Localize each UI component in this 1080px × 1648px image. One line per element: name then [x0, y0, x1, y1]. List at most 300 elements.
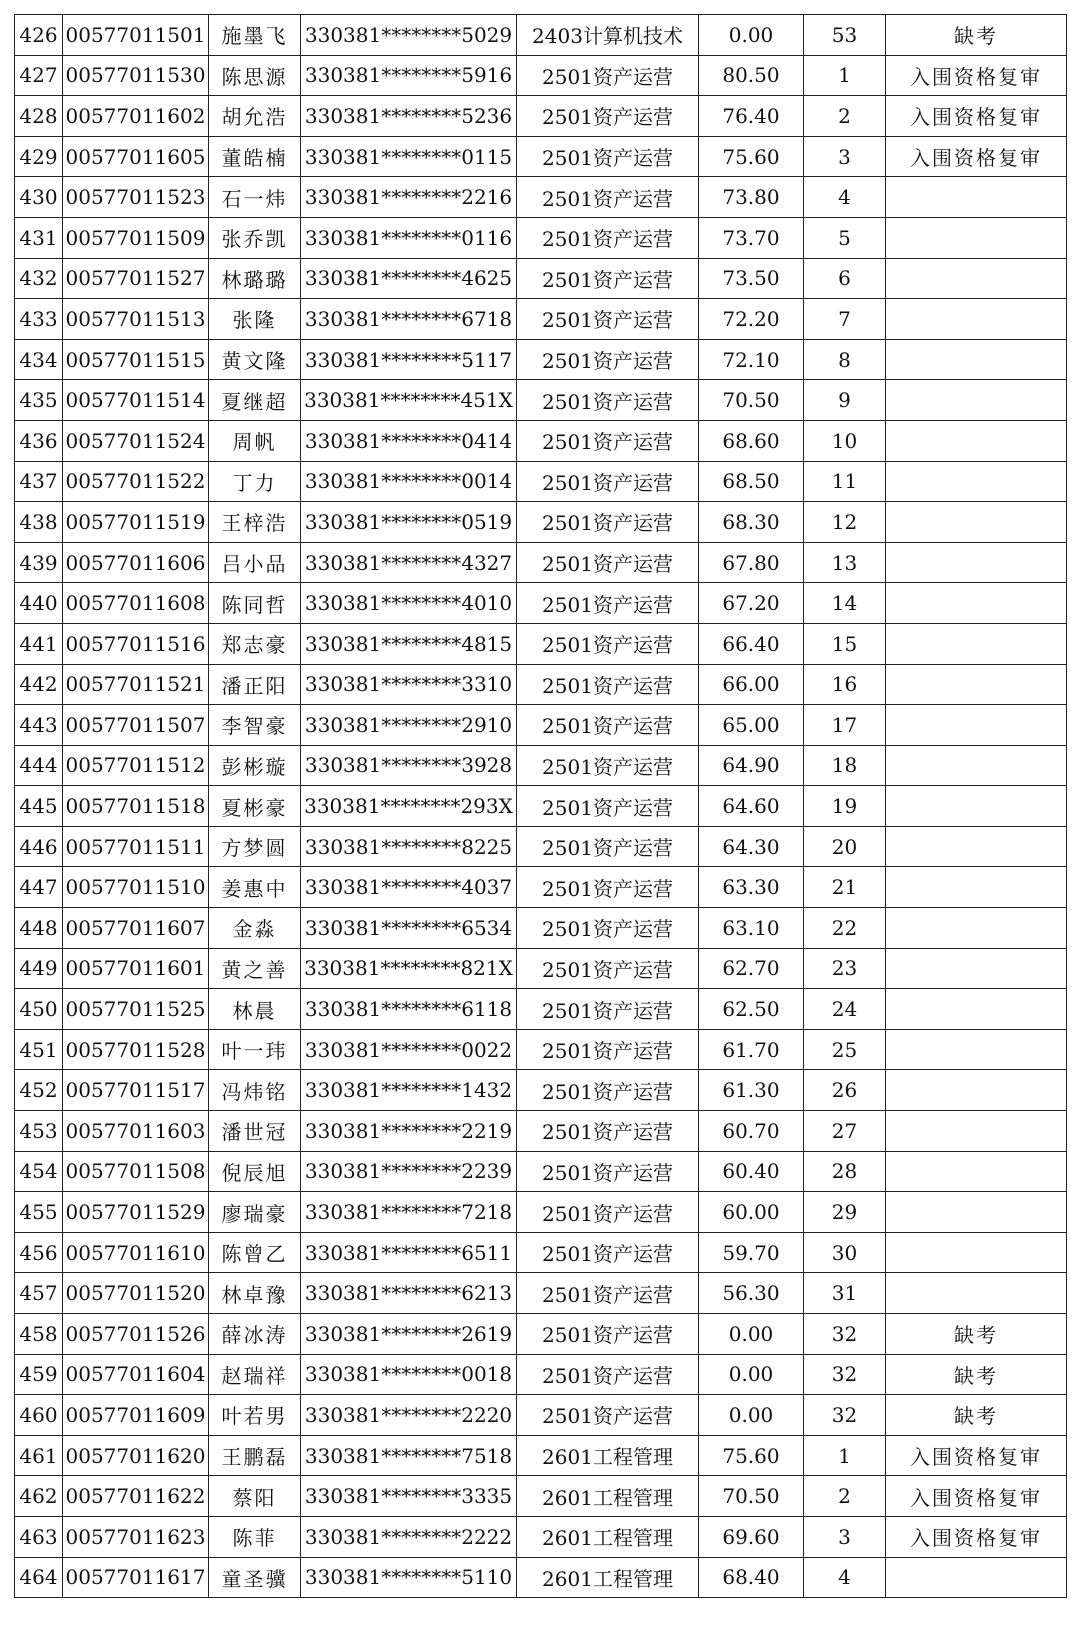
cell-score: 72.10: [699, 339, 804, 380]
cell-rank: 32: [804, 1395, 886, 1436]
cell-rank: 2: [804, 96, 886, 137]
cell-id-number: 330381********2216: [301, 177, 517, 218]
table-row: [15, 461, 1067, 502]
cell-status: [886, 826, 1067, 867]
cell-position: 2501资产运营: [517, 583, 699, 624]
cell-name: 赵瑞祥: [209, 1354, 301, 1395]
cell-position: 2403计算机技术: [517, 15, 699, 56]
cell-ticket-number: 00577011608: [63, 583, 209, 624]
cell-seq: 438: [15, 502, 63, 543]
cell-score: 68.50: [699, 461, 804, 502]
cell-name: 胡允浩: [209, 96, 301, 137]
cell-name: 黄文隆: [209, 339, 301, 380]
cell-rank: 30: [804, 1232, 886, 1273]
cell-name: 陈曾乙: [209, 1232, 301, 1273]
table-row: [15, 867, 1067, 908]
cell-id-number: 330381********4010: [301, 583, 517, 624]
cell-ticket-number: 00577011516: [63, 623, 209, 664]
table-row: [15, 745, 1067, 786]
cell-status: [886, 1273, 1067, 1314]
cell-seq: 464: [15, 1557, 63, 1598]
cell-ticket-number: 00577011623: [63, 1516, 209, 1557]
cell-ticket-number: 00577011524: [63, 420, 209, 461]
cell-status: [886, 1151, 1067, 1192]
cell-score: 68.40: [699, 1557, 804, 1598]
cell-id-number: 330381********293X: [301, 786, 517, 827]
cell-ticket-number: 00577011526: [63, 1314, 209, 1355]
cell-status: [886, 339, 1067, 380]
cell-id-number: 330381********4327: [301, 542, 517, 583]
cell-position: 2501资产运营: [517, 420, 699, 461]
cell-name: 吕小品: [209, 542, 301, 583]
cell-score: 0.00: [699, 1314, 804, 1355]
table-row: [15, 583, 1067, 624]
cell-score: 64.30: [699, 826, 804, 867]
cell-position: 2501资产运营: [517, 1232, 699, 1273]
cell-score: 68.30: [699, 502, 804, 543]
table-row: [15, 1557, 1067, 1598]
cell-status: [886, 1029, 1067, 1070]
cell-name: 夏彬豪: [209, 786, 301, 827]
cell-name: 蔡阳: [209, 1476, 301, 1517]
cell-seq: 445: [15, 786, 63, 827]
cell-name: 郑志豪: [209, 623, 301, 664]
table-row: [15, 1516, 1067, 1557]
cell-ticket-number: 00577011511: [63, 826, 209, 867]
cell-ticket-number: 00577011603: [63, 1111, 209, 1152]
cell-seq: 439: [15, 542, 63, 583]
cell-ticket-number: 00577011509: [63, 217, 209, 258]
cell-rank: 1: [804, 55, 886, 96]
cell-rank: 10: [804, 420, 886, 461]
cell-seq: 450: [15, 989, 63, 1030]
cell-id-number: 330381********0519: [301, 502, 517, 543]
cell-seq: 442: [15, 664, 63, 705]
cell-ticket-number: 00577011609: [63, 1395, 209, 1436]
cell-status: 缺考: [886, 1395, 1067, 1436]
cell-name: 陈同哲: [209, 583, 301, 624]
cell-score: 75.60: [699, 1435, 804, 1476]
cell-rank: 19: [804, 786, 886, 827]
cell-id-number: 330381********8225: [301, 826, 517, 867]
cell-score: 80.50: [699, 55, 804, 96]
cell-rank: 4: [804, 1557, 886, 1598]
cell-position: 2501资产运营: [517, 1395, 699, 1436]
cell-score: 73.80: [699, 177, 804, 218]
score-table: [14, 14, 1067, 1598]
cell-seq: 433: [15, 299, 63, 340]
cell-position: 2501资产运营: [517, 1354, 699, 1395]
table-row: [15, 826, 1067, 867]
cell-seq: 440: [15, 583, 63, 624]
cell-rank: 27: [804, 1111, 886, 1152]
cell-ticket-number: 00577011617: [63, 1557, 209, 1598]
table-row: [15, 258, 1067, 299]
cell-seq: 443: [15, 705, 63, 746]
cell-name: 林晨: [209, 989, 301, 1030]
cell-ticket-number: 00577011607: [63, 908, 209, 949]
cell-ticket-number: 00577011602: [63, 96, 209, 137]
cell-position: 2501资产运营: [517, 177, 699, 218]
cell-name: 张乔凯: [209, 217, 301, 258]
cell-id-number: 330381********2222: [301, 1516, 517, 1557]
cell-seq: 431: [15, 217, 63, 258]
cell-rank: 15: [804, 623, 886, 664]
table-row: [15, 217, 1067, 258]
cell-ticket-number: 00577011606: [63, 542, 209, 583]
table-row: [15, 989, 1067, 1030]
cell-score: 0.00: [699, 15, 804, 56]
table-row: [15, 1476, 1067, 1517]
table-row: [15, 1151, 1067, 1192]
cell-position: 2601工程管理: [517, 1516, 699, 1557]
table-row: [15, 1314, 1067, 1355]
table-row: [15, 136, 1067, 177]
cell-name: 方梦圆: [209, 826, 301, 867]
cell-rank: 16: [804, 664, 886, 705]
cell-ticket-number: 00577011519: [63, 502, 209, 543]
cell-rank: 24: [804, 989, 886, 1030]
table-row: [15, 1395, 1067, 1436]
cell-score: 73.70: [699, 217, 804, 258]
cell-name: 夏继超: [209, 380, 301, 421]
cell-id-number: 330381********4625: [301, 258, 517, 299]
cell-name: 薛冰涛: [209, 1314, 301, 1355]
cell-position: 2501资产运营: [517, 299, 699, 340]
cell-score: 72.20: [699, 299, 804, 340]
cell-seq: 460: [15, 1395, 63, 1436]
cell-rank: 3: [804, 1516, 886, 1557]
cell-score: 66.40: [699, 623, 804, 664]
cell-seq: 429: [15, 136, 63, 177]
cell-position: 2501资产运营: [517, 136, 699, 177]
cell-status: [886, 948, 1067, 989]
cell-seq: 454: [15, 1151, 63, 1192]
cell-status: 入围资格复审: [886, 55, 1067, 96]
table-row: [15, 908, 1067, 949]
cell-score: 63.10: [699, 908, 804, 949]
cell-status: [886, 989, 1067, 1030]
cell-ticket-number: 00577011501: [63, 15, 209, 56]
cell-position: 2601工程管理: [517, 1476, 699, 1517]
cell-rank: 3: [804, 136, 886, 177]
cell-name: 董皓楠: [209, 136, 301, 177]
cell-ticket-number: 00577011508: [63, 1151, 209, 1192]
cell-score: 66.00: [699, 664, 804, 705]
cell-id-number: 330381********3335: [301, 1476, 517, 1517]
cell-score: 60.40: [699, 1151, 804, 1192]
cell-position: 2501资产运营: [517, 1029, 699, 1070]
cell-seq: 458: [15, 1314, 63, 1355]
cell-position: 2501资产运营: [517, 826, 699, 867]
cell-name: 陈思源: [209, 55, 301, 96]
cell-id-number: 330381********6118: [301, 989, 517, 1030]
cell-rank: 8: [804, 339, 886, 380]
cell-seq: 456: [15, 1232, 63, 1273]
cell-score: 73.50: [699, 258, 804, 299]
table-row: [15, 177, 1067, 218]
cell-seq: 428: [15, 96, 63, 137]
cell-name: 丁力: [209, 461, 301, 502]
cell-score: 0.00: [699, 1395, 804, 1436]
cell-position: 2501资产运营: [517, 1273, 699, 1314]
table-row: [15, 1192, 1067, 1233]
table-row: [15, 1273, 1067, 1314]
table-row: [15, 96, 1067, 137]
cell-status: [886, 623, 1067, 664]
table-row: [15, 542, 1067, 583]
cell-seq: 449: [15, 948, 63, 989]
cell-status: [886, 299, 1067, 340]
cell-position: 2601工程管理: [517, 1557, 699, 1598]
cell-id-number: 330381********0414: [301, 420, 517, 461]
cell-rank: 7: [804, 299, 886, 340]
cell-name: 王梓浩: [209, 502, 301, 543]
cell-seq: 437: [15, 461, 63, 502]
cell-status: [886, 664, 1067, 705]
document-page: [14, 14, 1066, 1598]
cell-status: [886, 1070, 1067, 1111]
cell-ticket-number: 00577011518: [63, 786, 209, 827]
cell-ticket-number: 00577011521: [63, 664, 209, 705]
cell-rank: 53: [804, 15, 886, 56]
cell-status: [886, 1192, 1067, 1233]
cell-name: 潘世冠: [209, 1111, 301, 1152]
cell-seq: 441: [15, 623, 63, 664]
cell-score: 67.20: [699, 583, 804, 624]
cell-ticket-number: 00577011529: [63, 1192, 209, 1233]
cell-status: 入围资格复审: [886, 96, 1067, 137]
cell-name: 李智豪: [209, 705, 301, 746]
cell-position: 2501资产运营: [517, 380, 699, 421]
cell-name: 王鹏磊: [209, 1435, 301, 1476]
cell-rank: 1: [804, 1435, 886, 1476]
cell-score: 70.50: [699, 1476, 804, 1517]
cell-status: [886, 786, 1067, 827]
cell-score: 60.00: [699, 1192, 804, 1233]
cell-score: 68.60: [699, 420, 804, 461]
cell-id-number: 330381********4037: [301, 867, 517, 908]
cell-position: 2501资产运营: [517, 1151, 699, 1192]
cell-rank: 13: [804, 542, 886, 583]
cell-id-number: 330381********0116: [301, 217, 517, 258]
cell-position: 2501资产运营: [517, 908, 699, 949]
cell-position: 2501资产运营: [517, 542, 699, 583]
cell-position: 2501资产运营: [517, 217, 699, 258]
cell-status: 缺考: [886, 1354, 1067, 1395]
cell-status: [886, 908, 1067, 949]
cell-id-number: 330381********451X: [301, 380, 517, 421]
cell-name: 张隆: [209, 299, 301, 340]
cell-status: [886, 461, 1067, 502]
cell-rank: 14: [804, 583, 886, 624]
table-row: [15, 664, 1067, 705]
cell-score: 69.60: [699, 1516, 804, 1557]
cell-rank: 18: [804, 745, 886, 786]
cell-status: [886, 542, 1067, 583]
cell-seq: 427: [15, 55, 63, 96]
cell-id-number: 330381********2219: [301, 1111, 517, 1152]
cell-name: 彭彬璇: [209, 745, 301, 786]
cell-position: 2501资产运营: [517, 867, 699, 908]
cell-ticket-number: 00577011528: [63, 1029, 209, 1070]
cell-score: 62.70: [699, 948, 804, 989]
cell-status: [886, 1111, 1067, 1152]
cell-rank: 5: [804, 217, 886, 258]
cell-id-number: 330381********2619: [301, 1314, 517, 1355]
cell-rank: 6: [804, 258, 886, 299]
cell-name: 石一炜: [209, 177, 301, 218]
table-row: [15, 1354, 1067, 1395]
cell-seq: 446: [15, 826, 63, 867]
table-body: [15, 15, 1067, 1598]
cell-ticket-number: 00577011601: [63, 948, 209, 989]
cell-position: 2501资产运营: [517, 258, 699, 299]
cell-score: 60.70: [699, 1111, 804, 1152]
cell-position: 2501资产运营: [517, 55, 699, 96]
cell-seq: 430: [15, 177, 63, 218]
cell-score: 65.00: [699, 705, 804, 746]
cell-id-number: 330381********0022: [301, 1029, 517, 1070]
cell-id-number: 330381********0014: [301, 461, 517, 502]
cell-ticket-number: 00577011530: [63, 55, 209, 96]
cell-status: [886, 583, 1067, 624]
cell-id-number: 330381********2239: [301, 1151, 517, 1192]
cell-seq: 462: [15, 1476, 63, 1517]
table-row: [15, 55, 1067, 96]
cell-id-number: 330381********4815: [301, 623, 517, 664]
cell-status: 入围资格复审: [886, 1516, 1067, 1557]
cell-seq: 435: [15, 380, 63, 421]
cell-position: 2501资产运营: [517, 623, 699, 664]
cell-rank: 17: [804, 705, 886, 746]
cell-rank: 28: [804, 1151, 886, 1192]
cell-name: 潘正阳: [209, 664, 301, 705]
cell-ticket-number: 00577011514: [63, 380, 209, 421]
cell-ticket-number: 00577011515: [63, 339, 209, 380]
cell-position: 2501资产运营: [517, 989, 699, 1030]
cell-seq: 434: [15, 339, 63, 380]
cell-id-number: 330381********6718: [301, 299, 517, 340]
cell-id-number: 330381********0115: [301, 136, 517, 177]
cell-seq: 444: [15, 745, 63, 786]
cell-status: [886, 217, 1067, 258]
cell-name: 廖瑞豪: [209, 1192, 301, 1233]
cell-position: 2501资产运营: [517, 502, 699, 543]
cell-position: 2501资产运营: [517, 786, 699, 827]
table-row: [15, 1029, 1067, 1070]
cell-rank: 11: [804, 461, 886, 502]
cell-status: [886, 745, 1067, 786]
cell-score: 75.60: [699, 136, 804, 177]
table-row: [15, 339, 1067, 380]
cell-name: 施墨飞: [209, 15, 301, 56]
cell-status: [886, 1232, 1067, 1273]
cell-position: 2501资产运营: [517, 948, 699, 989]
cell-seq: 455: [15, 1192, 63, 1233]
cell-position: 2501资产运营: [517, 705, 699, 746]
table-row: [15, 705, 1067, 746]
cell-score: 70.50: [699, 380, 804, 421]
cell-name: 林卓豫: [209, 1273, 301, 1314]
cell-status: [886, 1557, 1067, 1598]
cell-score: 59.70: [699, 1232, 804, 1273]
cell-name: 叶一玮: [209, 1029, 301, 1070]
cell-seq: 457: [15, 1273, 63, 1314]
cell-status: [886, 177, 1067, 218]
cell-id-number: 330381********3928: [301, 745, 517, 786]
cell-position: 2501资产运营: [517, 96, 699, 137]
table-row: [15, 1435, 1067, 1476]
cell-seq: 432: [15, 258, 63, 299]
cell-ticket-number: 00577011610: [63, 1232, 209, 1273]
cell-position: 2501资产运营: [517, 1314, 699, 1355]
cell-ticket-number: 00577011510: [63, 867, 209, 908]
cell-score: 0.00: [699, 1354, 804, 1395]
cell-position: 2501资产运营: [517, 745, 699, 786]
cell-rank: 9: [804, 380, 886, 421]
cell-id-number: 330381********1432: [301, 1070, 517, 1111]
cell-rank: 22: [804, 908, 886, 949]
cell-score: 64.60: [699, 786, 804, 827]
cell-name: 陈菲: [209, 1516, 301, 1557]
cell-seq: 461: [15, 1435, 63, 1476]
cell-score: 61.70: [699, 1029, 804, 1070]
table-row: [15, 1070, 1067, 1111]
cell-id-number: 330381********6511: [301, 1232, 517, 1273]
cell-status: 缺考: [886, 15, 1067, 56]
table-row: [15, 1232, 1067, 1273]
cell-seq: 463: [15, 1516, 63, 1557]
cell-rank: 12: [804, 502, 886, 543]
cell-rank: 21: [804, 867, 886, 908]
cell-id-number: 330381********2220: [301, 1395, 517, 1436]
cell-position: 2501资产运营: [517, 461, 699, 502]
cell-position: 2501资产运营: [517, 1111, 699, 1152]
cell-position: 2601工程管理: [517, 1435, 699, 1476]
cell-status: 入围资格复审: [886, 1476, 1067, 1517]
cell-ticket-number: 00577011523: [63, 177, 209, 218]
cell-name: 童圣骥: [209, 1557, 301, 1598]
table-row: [15, 1111, 1067, 1152]
table-row: [15, 380, 1067, 421]
cell-score: 62.50: [699, 989, 804, 1030]
cell-ticket-number: 00577011622: [63, 1476, 209, 1517]
cell-score: 64.90: [699, 745, 804, 786]
cell-seq: 451: [15, 1029, 63, 1070]
cell-seq: 448: [15, 908, 63, 949]
cell-name: 叶若男: [209, 1395, 301, 1436]
table-row: [15, 502, 1067, 543]
table-row: [15, 15, 1067, 56]
cell-position: 2501资产运营: [517, 339, 699, 380]
cell-seq: 459: [15, 1354, 63, 1395]
cell-position: 2501资产运营: [517, 1070, 699, 1111]
table-row: [15, 420, 1067, 461]
cell-score: 56.30: [699, 1273, 804, 1314]
cell-score: 61.30: [699, 1070, 804, 1111]
cell-rank: 29: [804, 1192, 886, 1233]
cell-status: 缺考: [886, 1314, 1067, 1355]
cell-ticket-number: 00577011620: [63, 1435, 209, 1476]
cell-score: 67.80: [699, 542, 804, 583]
cell-id-number: 330381********5236: [301, 96, 517, 137]
cell-seq: 447: [15, 867, 63, 908]
cell-rank: 26: [804, 1070, 886, 1111]
cell-id-number: 330381********3310: [301, 664, 517, 705]
cell-position: 2501资产运营: [517, 1192, 699, 1233]
cell-id-number: 330381********5110: [301, 1557, 517, 1598]
